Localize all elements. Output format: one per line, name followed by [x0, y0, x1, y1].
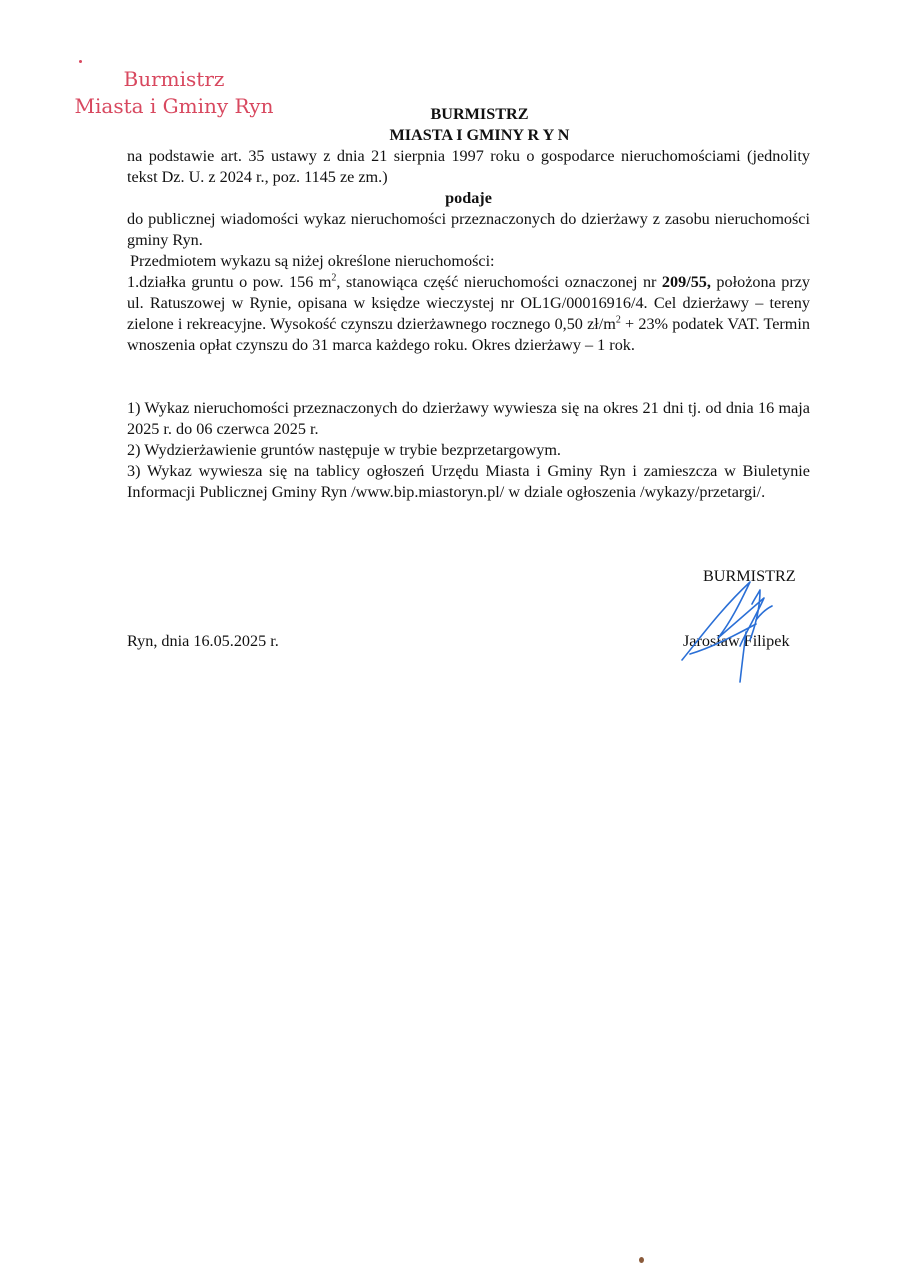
item1-sup-a: 2 — [331, 272, 337, 284]
document-body — [127, 104, 810, 503]
paper-speck — [639, 1257, 644, 1263]
legal-basis: na podstawie art. 35 ustawy z dnia 21 sierpnia 1997 roku o gospodarce nieruchomościami (jednolity tekst Dz. U. z 2024 r., poz. 1145 ze zm.) — [127, 147, 810, 186]
property-item-1 — [127, 272, 810, 356]
header-line-1: BURMISTRZ — [430, 105, 529, 123]
publication-statement: do publicznej wiadomości wykaz nieruchomości przeznaczonych do dzierżawy z zasobu nieruchomości gminy Ryn. — [127, 210, 810, 249]
subject-intro: Przedmiotem wykazu są niżej określone nieruchomości: — [130, 252, 495, 270]
stamp-line-1: Burmistrz — [123, 67, 225, 91]
handwritten-signature — [660, 568, 810, 688]
note-3: 3) Wykaz wywiesza się na tablicy ogłoszeń Urzędu Miasta i Gminy Ryn i zamieszcza w Biuletynie Informacji Publicznej Gminy Ryn /www.bip.miastoryn.pl/ w dziale ogłoszenia /wykazy/przetargi/. — [127, 462, 810, 501]
signatory-name: Jarosław Filipek — [683, 632, 790, 650]
note-2: 2) Wydzierżawienie gruntów następuje w trybie bezprzetargowym. — [127, 441, 561, 459]
podaje-heading: podaje — [445, 189, 492, 207]
stamp-dot — [79, 60, 82, 63]
signature-title: BURMISTRZ — [703, 567, 796, 585]
item1-part-c: położona przy ul. Ratuszowej w Rynie, opisana w księdze wieczystej nr OL1G/00016916/4. Cel dzierżawy – tereny zielone i rekreacyjne. Wysokość czynszu dzierżawnego rocznego 0,50 zł/m — [127, 273, 811, 333]
item1-sup-b: 2 — [615, 314, 621, 326]
header-line-2: MIASTA I GMINY R Y N — [389, 126, 570, 144]
parcel-number: 209/55, — [661, 273, 711, 291]
note-1: 1) Wykaz nieruchomości przeznaczonych do dzierżawy wywiesza się na okres 21 dni tj. od dnia 16 maja 2025 r. do 06 czerwca 2025 r. — [127, 399, 810, 438]
item1-part-d: + 23% podatek VAT. Termin wnoszenia opłat czynszu do 31 marca każdego roku. Okres dzierżawy – 1 rok. — [127, 315, 810, 354]
item1-part-a: 1.działka gruntu o pow. 156 m — [127, 273, 332, 291]
place-date: Ryn, dnia 16.05.2025 r. — [127, 632, 279, 650]
item1-part-b: , stanowiąca część nieruchomości oznaczonej nr — [336, 273, 662, 291]
stamp-line-2: Miasta i Gminy Ryn — [74, 94, 274, 118]
spacer — [127, 356, 810, 398]
